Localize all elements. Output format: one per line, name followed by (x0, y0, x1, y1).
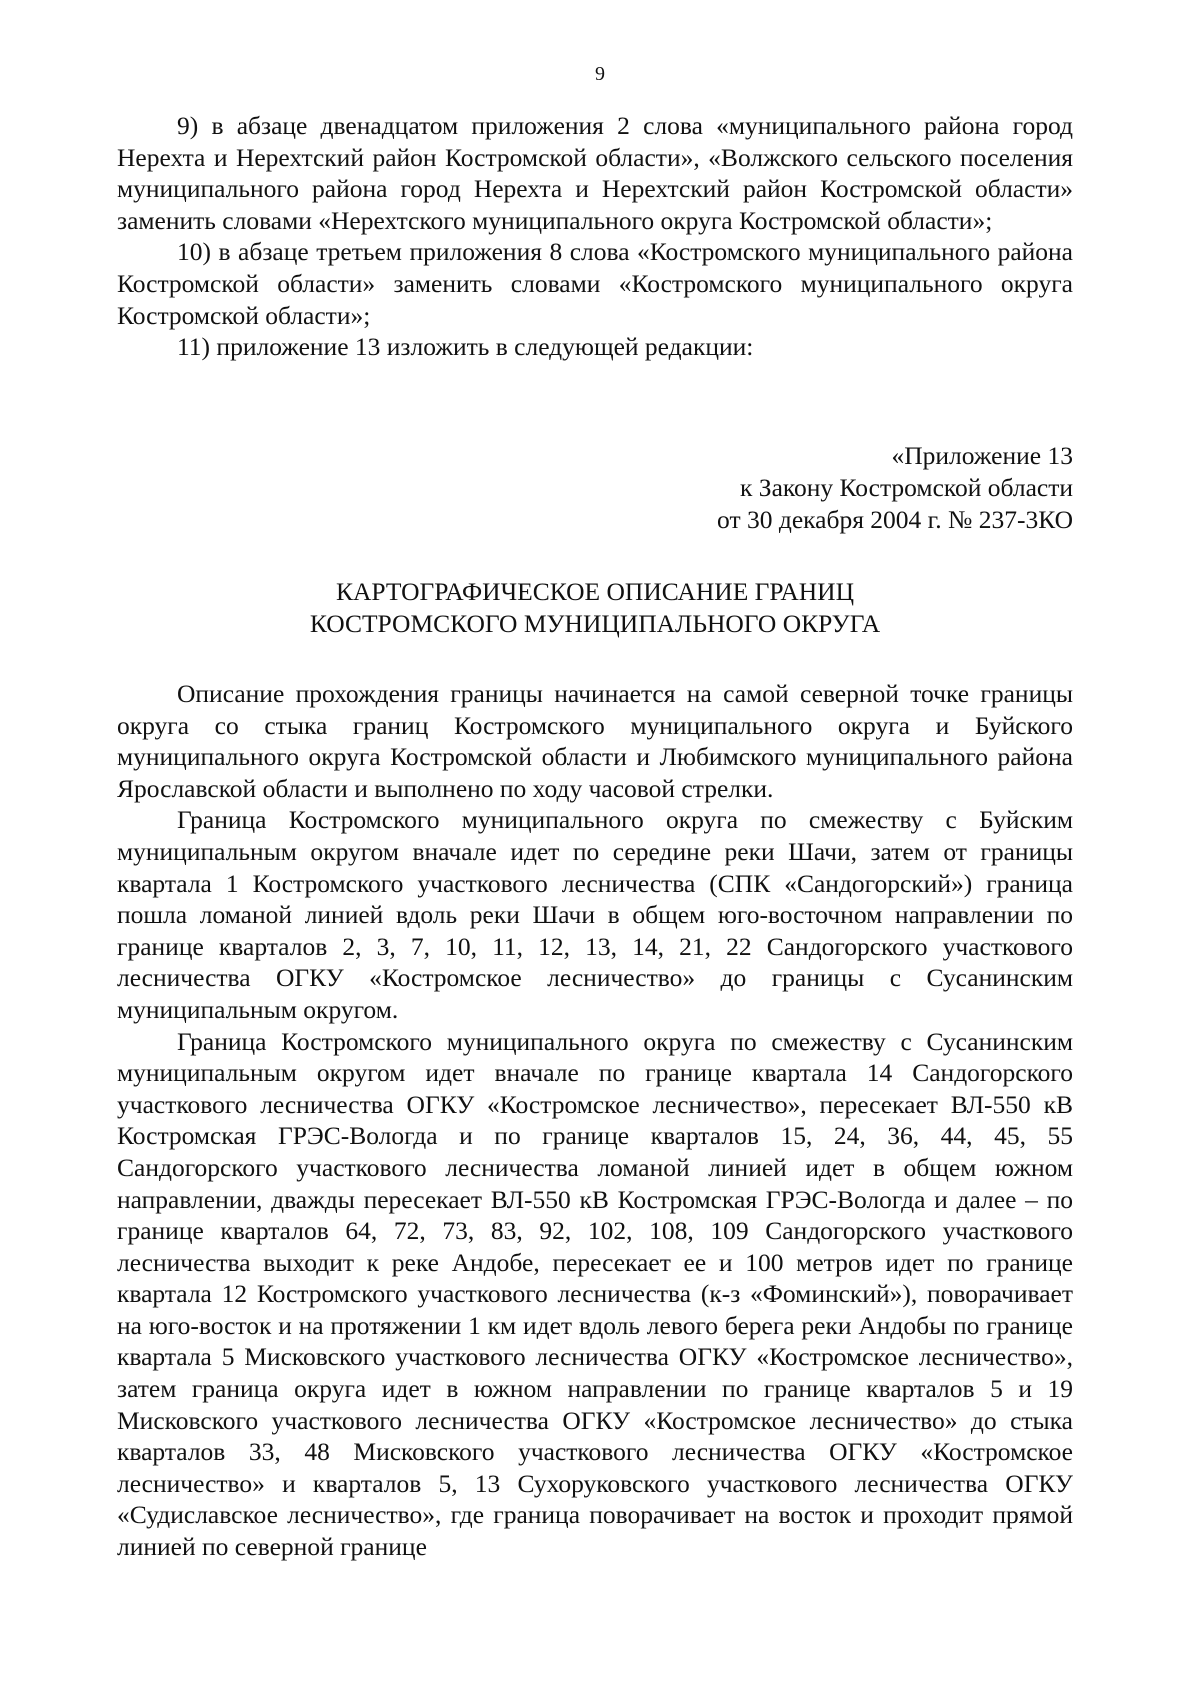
appendix-ref-line: «Приложение 13 (891, 441, 1073, 470)
amendment-item-11: 11) приложение 13 изложить в следующей редакции: (177, 332, 754, 362)
appendix-reference (513, 440, 1073, 536)
amendment-item-10: 10) в абзаце третьем приложения 8 слова «Костромского муниципального района Костромской области» заменить словами «Костромского муниципального округа Костромской области»; (117, 237, 1073, 330)
appendix-ref-line: к Закону Костромской области (740, 473, 1073, 502)
boundary-description (117, 678, 1073, 1563)
appendix-ref-line: от 30 декабря 2004 г. № 237-3КО (717, 505, 1073, 534)
body-paragraph: Описание прохождения границы начинается на самой северной точке границы округа со стыка границ Костромского муниципального округа и Буйского муниципального округа Костромской области и Любимского муниципального района Ярославской области и выполнено по ходу часовой стрелки. (117, 679, 1073, 803)
heading-line: КОСТРОМСКОГО МУНИЦИПАЛЬНОГО ОКРУГА (309, 609, 881, 638)
heading-line: КАРТОГРАФИЧЕСКОЕ ОПИСАНИЕ ГРАНИЦ (335, 577, 854, 606)
page-number: 9 (595, 63, 605, 85)
body-paragraph: Граница Костромского муниципального округа по смежеству с Сусанинским муниципальным округом идет вначале по границе квартала 14 Сандогорского участкового лесничества ОГКУ «Костромское лесничество», пересекает ВЛ-550 кВ Костромская ГРЭС-Вологда и по границе кварталов 15, 24, 36, 44, 45, 55 Сандогорского участкового лесничества ломаной линией идет в общем южном направлении, дважды пересекает ВЛ-550 кВ Костромская ГРЭС-Вологда и далее – по границе кварталов 64, 72, 73, 83, 92, 102, 108, 109 Сандогорского участкового лесничества выходит к реке Андобе, пересекает ее и 100 метров идет по границе квартала 12 Костромского участкового лесничества (к-з «Фоминский»), поворачивает на юго-восток и на протяжении 1 км идет вдоль левого берега реки Андобы по границе квартала 5 Мисковского участкового лесничества ОГКУ «Костромское лесничество», затем граница округа идет в южном направлении по границе кварталов 5 и 19 Мисковского участкового лесничества ОГКУ «Костромское лесничество» до стыка кварталов 33, 48 Мисковского участкового лесничества ОГКУ «Костромское лесничество» и кварталов 5, 13 Сухоруковского участкового лесничества ОГКУ «Судиславское лесничество», где граница поворачивает на восток и проходит прямой линией по северной границе (117, 1026, 1073, 1562)
amendment-item-9: 9) в абзаце двенадцатом приложения 2 слова «муниципального района город Нерехта и Нерехтский район Костромской области», «Волжского сельского поселения муниципального района город Нерехта и Нерехтский район Костромской области» заменить словами «Нерехтского муниципального округа Костромской области»; (117, 111, 1073, 235)
amendments-list (117, 110, 1073, 363)
body-paragraph: Граница Костромского муниципального округа по смежеству с Буйским муниципальным округом вначале идет по середине реки Шачи, затем от границы квартала 1 Костромского участкового лесничества (СПК «Сандогорский») граница пошла ломаной линией вдоль реки Шачи в общем юго-восточном направлении по границе кварталов 2, 3, 7, 10, 11, 12, 13, 14, 21, 22 Сандогорского участкового лесничества ОГКУ «Костромское лесничество» до границы с Сусанинским муниципальным округом. (117, 805, 1073, 1024)
section-heading (117, 576, 1073, 640)
